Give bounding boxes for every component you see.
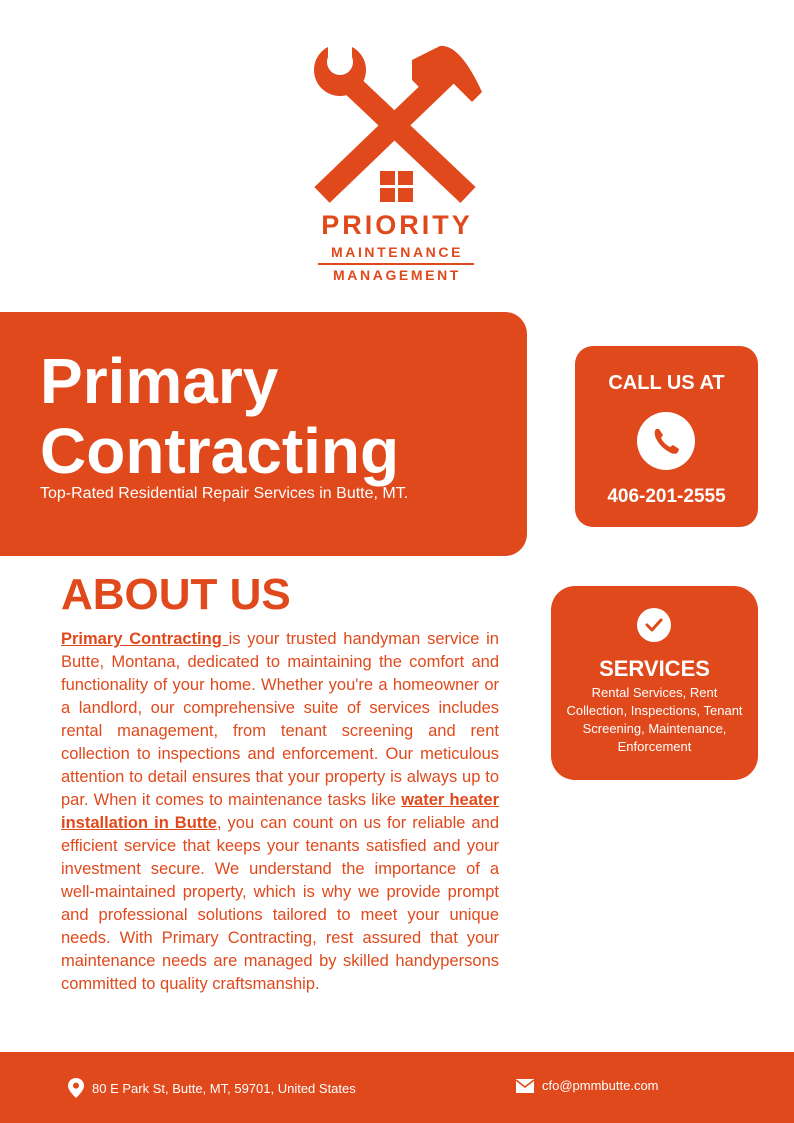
services-title: SERVICES: [599, 656, 710, 681]
checkmark-icon: [637, 608, 671, 642]
call-card: [575, 346, 758, 527]
page-subtitle: Top-Rated Residential Repair Services in Butte, MT.: [40, 485, 409, 502]
page-title: [40, 346, 399, 486]
footer-email: [516, 1078, 659, 1093]
call-title: CALL US AT: [608, 372, 725, 394]
services-list: Rental Services, Rent Collection, Inspections, Tenant Screening, Maintenance, Enforcement: [566, 685, 743, 754]
about-text-part2: , you can count on us for reliable and efficient service that keeps your tenants satisfied and your investment secure. We understand the importance of a well-maintained property, which is why we provide prompt and professional solutions tailored to meet your unique needs. With Primary Contracting, rest assured that your maintenance needs are managed by skilled handypersons committed to quality craftsmanship.: [61, 814, 499, 993]
footer-address: [68, 1078, 356, 1098]
address-text: 80 E Park St, Butte, MT, 59701, United States: [92, 1080, 356, 1096]
wrench-hammer-house-icon: [300, 40, 494, 210]
location-pin-icon: [68, 1078, 84, 1098]
primary-contracting-link[interactable]: Primary Contracting: [61, 630, 229, 648]
envelope-icon: [516, 1079, 534, 1093]
phone-number[interactable]: 406-201-2555: [607, 486, 726, 507]
hero-banner: [0, 312, 527, 556]
page-title-line1: Primary: [40, 345, 279, 417]
logo-text-maintenance: MAINTENANCE: [330, 244, 464, 260]
page-title-line2: Contracting: [40, 415, 400, 487]
phone-icon: [637, 412, 695, 470]
about-text: [61, 628, 499, 996]
logo: [300, 40, 494, 290]
logo-divider: [318, 263, 474, 265]
email-text[interactable]: cfo@pmmbutte.com: [542, 1078, 659, 1093]
about-title: ABOUT US: [61, 570, 291, 619]
about-text-part1: is your trusted handyman service in Butte, Montana, dedicated to maintaining the comfort and functionality of your home. Whether you're a homeowner or a landlord, our comprehensive suite of services includes rental management, from tenant screening and rent collection to inspections and enforcement. Our meticulous attention to detail ensures that your property is always up to par. When it comes to maintenance tasks like: [61, 630, 499, 809]
water-heater-link[interactable]: water heater installation in Butte: [61, 791, 499, 832]
services-card: [551, 586, 758, 780]
footer: [0, 1052, 794, 1123]
logo-text-management: MANAGEMENT: [333, 267, 461, 283]
logo-text-priority: PRIORITY: [321, 210, 473, 240]
